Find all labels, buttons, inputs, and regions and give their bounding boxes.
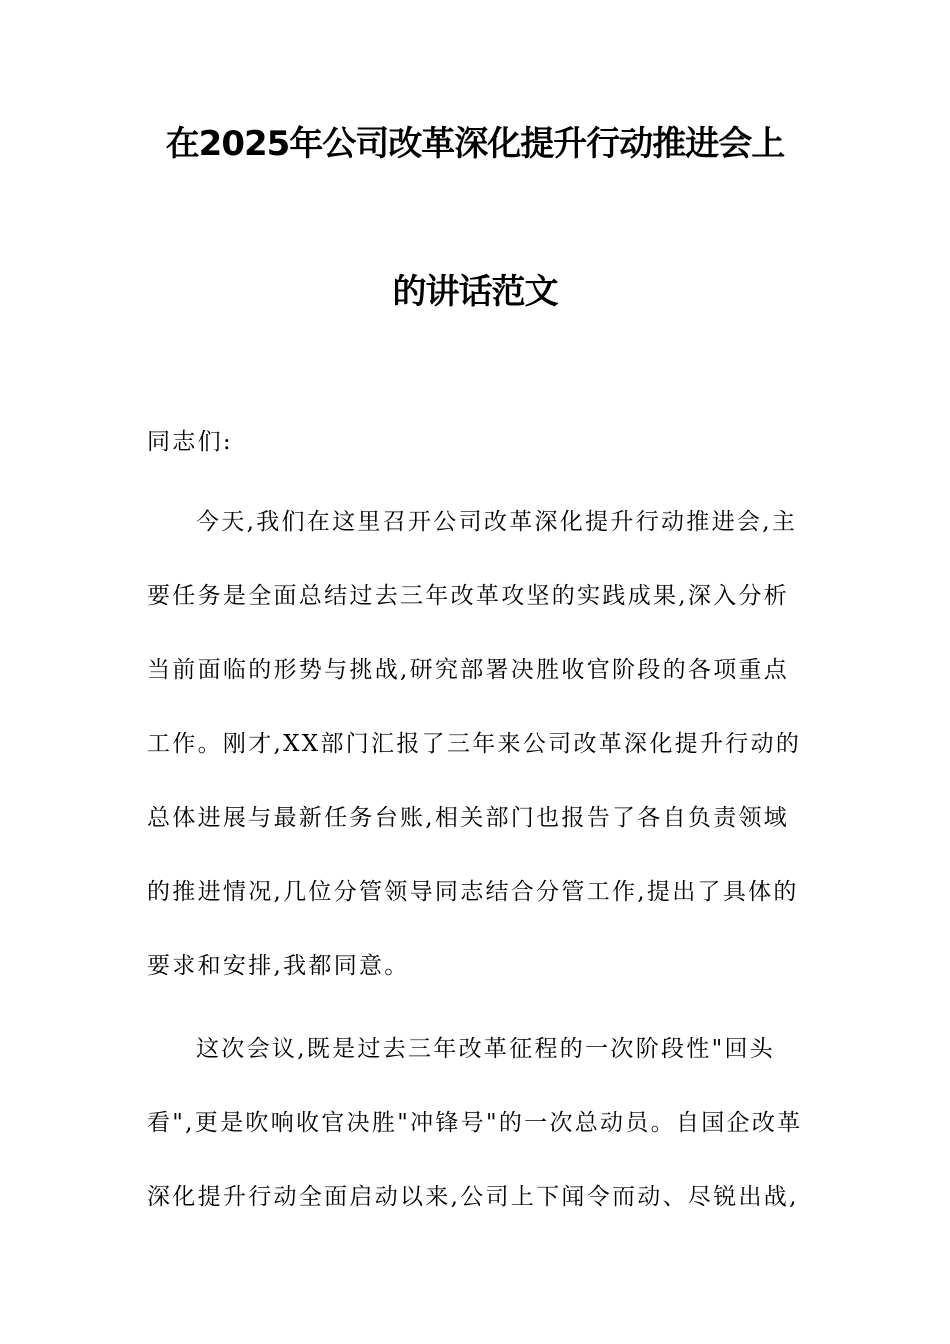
salutation: 同志们: <box>147 429 233 455</box>
document-title-line-2: 的讲话范文 <box>392 272 558 312</box>
paragraph-line: 工作。刚才,XX部门汇报了三年来公司改革深化提升行动的 <box>147 731 802 757</box>
paragraph-line: 看",更是吹响收官决胜"冲锋号"的一次总动员。自国企改革 <box>147 1110 803 1136</box>
paragraph-line: 这次会议,既是过去三年改革征程的一次阶段性"回头 <box>196 1036 776 1062</box>
document-title-line-1: 在2025年公司改革深化提升行动推进会上 <box>165 124 785 164</box>
paragraph-line: 当前面临的形势与挑战,研究部署决胜收官阶段的各项重点 <box>147 657 790 683</box>
paragraph-line: 总体进展与最新任务台账,相关部门也报告了各自负责领域 <box>147 805 790 831</box>
paragraph-line: 要任务是全面总结过去三年改革攻坚的实践成果,深入分析 <box>147 583 790 609</box>
paragraph-line: 今天,我们在这里召开公司改革深化提升行动推进会,主 <box>196 509 798 535</box>
paragraph-line: 深化提升行动全面启动以来,公司上下闻令而动、尽锐出战, <box>147 1184 799 1210</box>
paragraph-line: 要求和安排,我都同意。 <box>147 953 410 979</box>
paragraph-line: 的推进情况,几位分管领导同志结合分管工作,提出了具体的 <box>147 879 799 905</box>
